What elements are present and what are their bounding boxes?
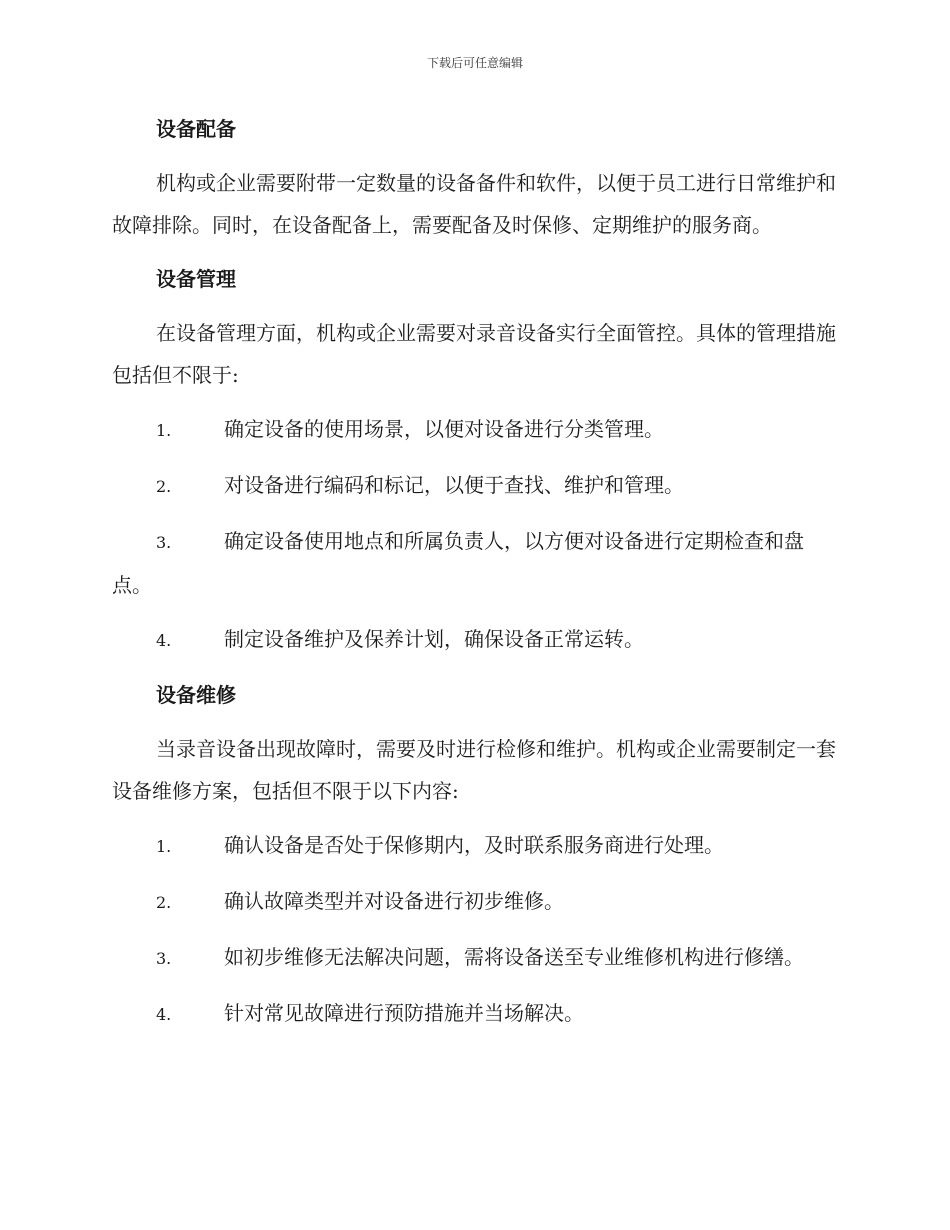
list-item [112,520,836,606]
list-item [112,824,836,868]
list-item-number: 2. [156,477,172,496]
list-item [112,936,836,980]
section-heading-equipment-repair: 设备维修 [156,683,236,707]
list-item-number: 4. [156,631,172,650]
list-item-number: 1. [156,421,172,440]
list-item-number: 1. [156,837,172,856]
section-paragraph: 在设备管理方面，机构或企业需要对录音设备实行全面管控。具体的管理措施包括但不限于: [112,321,836,387]
page-header: 下载后可任意编辑 [426,56,523,70]
list-item-text: 确定设备使用地点和所属负责人，以方便对设备进行定期检查和盘点。 [112,529,804,597]
list-item-text: 如初步维修无法解决问题，需将设备送至专业维修机构进行修缮。 [224,945,804,969]
list-item-text: 对设备进行编码和标记，以便于查找、维护和管理。 [224,473,684,497]
list-item-number: 2. [156,893,172,912]
section-heading-equipment-management: 设备管理 [156,267,236,291]
list-item [112,618,836,662]
list-item-text: 确认设备是否处于保修期内，及时联系服务商进行处理。 [224,833,724,857]
list-item-text: 确定设备的使用场景，以便对设备进行分类管理。 [224,417,664,441]
list-item-number: 3. [156,949,172,968]
list-item [112,992,836,1036]
list-item-text: 针对常见故障进行预防措施并当场解决。 [224,1001,584,1025]
list-item-text: 确认故障类型并对设备进行初步维修。 [224,889,564,913]
document-body [112,108,836,1048]
list-item-text: 制定设备维护及保养计划，确保设备正常运转。 [224,627,644,651]
list-item [112,880,836,924]
list-item [112,464,836,508]
list-item-number: 4. [156,1005,172,1024]
list-item-number: 3. [156,533,172,552]
section-heading-equipment-provision: 设备配备 [156,117,236,141]
section-paragraph: 机构或企业需要附带一定数量的设备备件和软件，以便于员工进行日常维护和故障排除。同时，在设备配备上，需要配备及时保修、定期维护的服务商。 [112,171,836,237]
list-item [112,408,836,452]
section-paragraph: 当录音设备出现故障时，需要及时进行检修和维护。机构或企业需要制定一套设备维修方案，包括但不限于以下内容: [112,737,836,803]
